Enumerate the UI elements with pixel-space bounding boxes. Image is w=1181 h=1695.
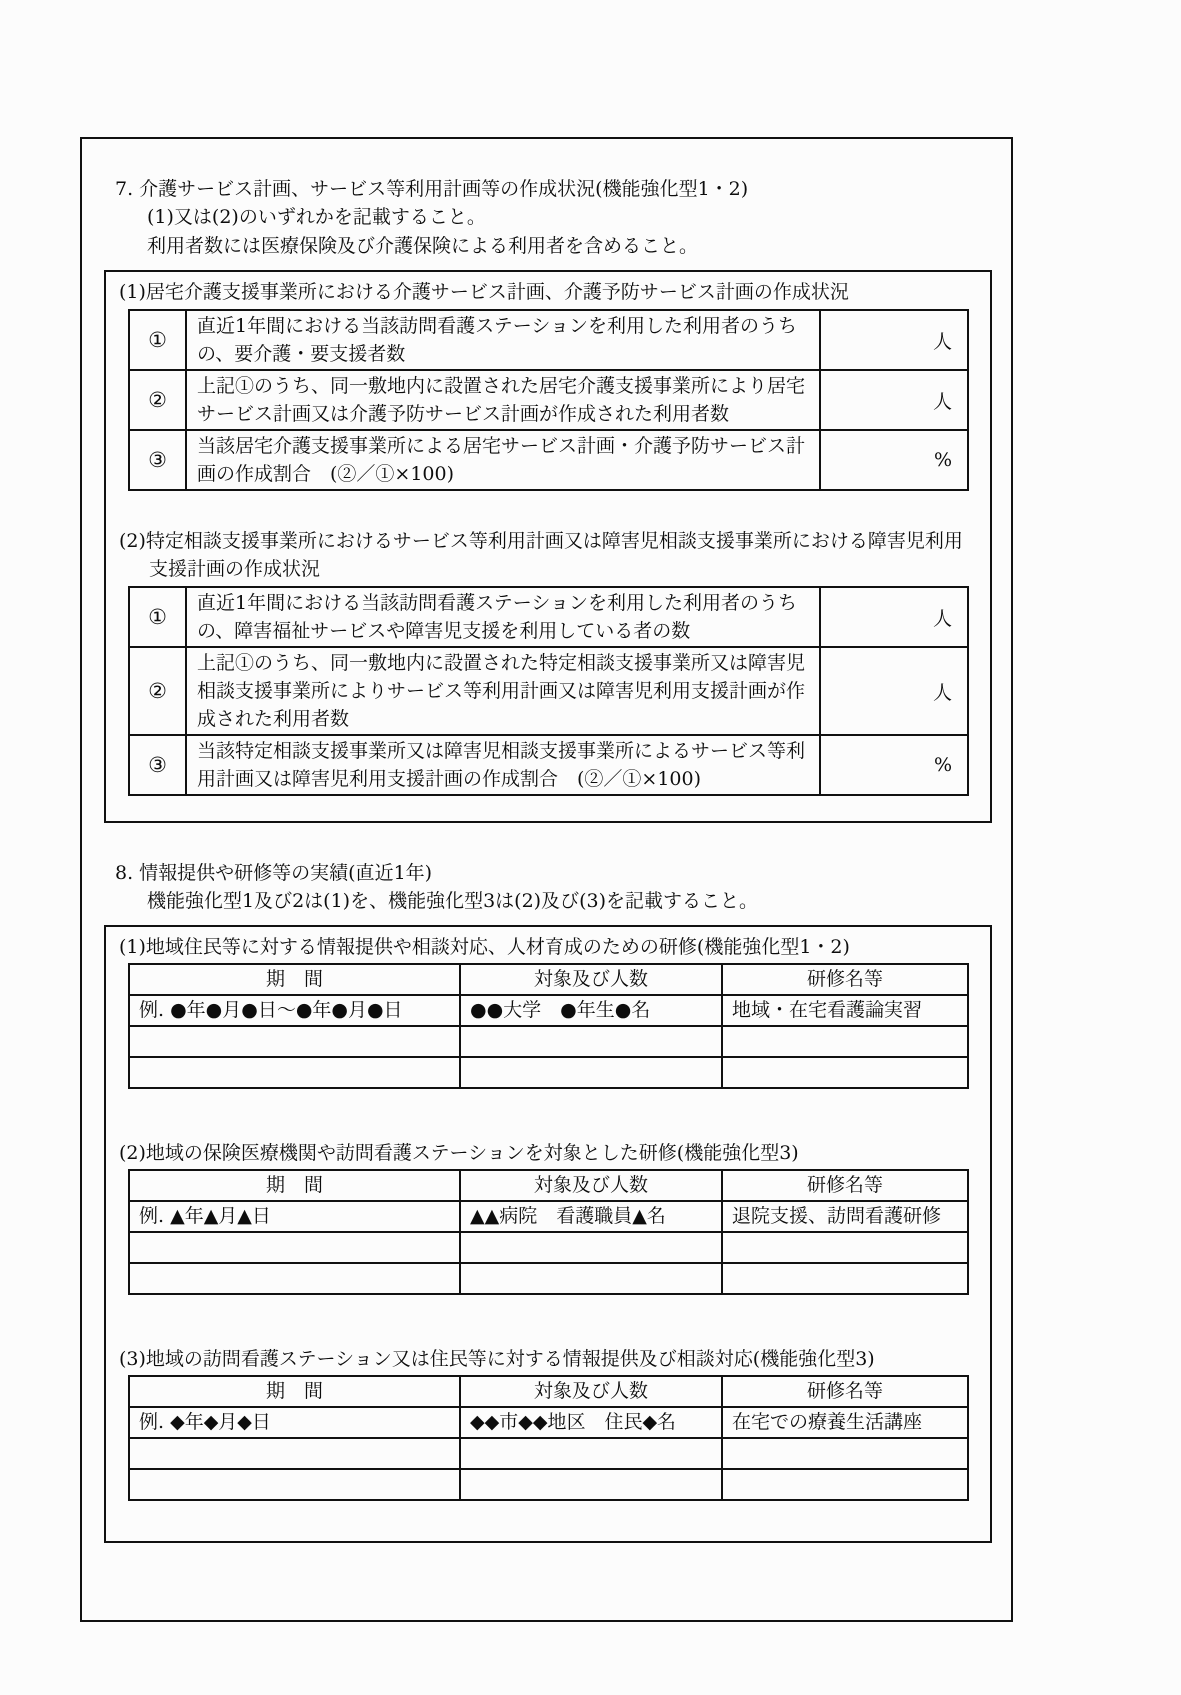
section7-sub2-heading: (2)特定相談支援事業所におけるサービス等利用計画又は障害児相談支援事業所における障害児利用支援計画の作成状況 [119, 530, 963, 580]
table-row [129, 370, 968, 430]
column-header-target: 対象及び人数 [460, 1170, 722, 1201]
example-name: 在宅での療養生活講座 [722, 1407, 968, 1438]
blank-row [129, 1057, 968, 1088]
empty-cell [460, 1263, 722, 1294]
empty-cell [722, 1057, 968, 1088]
table-row [129, 430, 968, 490]
unit-cell: 人 [820, 370, 968, 430]
column-header-target: 対象及び人数 [460, 1376, 722, 1407]
row-description: 上記①のうち、同一敷地内に設置された特定相談支援事業所又は障害児相談支援事業所によりサービス等利用計画又は障害児利用支援計画が作成された利用者数 [186, 647, 820, 735]
example-period: 例. ▲年▲月▲日 [129, 1201, 460, 1232]
row-number: ① [129, 310, 186, 370]
row-number: ② [129, 647, 186, 735]
empty-cell [460, 1026, 722, 1057]
row-description: 上記①のうち、同一敷地内に設置された居宅介護支援事業所により居宅サービス計画又は介護予防サービス計画が作成された利用者数 [186, 370, 820, 430]
blank-row [129, 1026, 968, 1057]
empty-cell [722, 1263, 968, 1294]
form-border [80, 137, 1013, 1622]
example-target: ●●大学 ●年生●名 [460, 995, 722, 1026]
blank-row [129, 1263, 968, 1294]
example-target: ◆◆市◆◆地区 住民◆名 [460, 1407, 722, 1438]
unit-cell: 人 [820, 310, 968, 370]
unit-cell: 人 [820, 587, 968, 647]
section7-sub1-heading: (1)居宅介護支援事業所における介護サービス計画、介護予防サービス計画の作成状況 [119, 281, 849, 303]
empty-cell [722, 1026, 968, 1057]
row-number: ③ [129, 735, 186, 795]
column-header-period: 期 間 [129, 1170, 460, 1201]
section7-box [104, 270, 992, 823]
row-description: 直近1年間における当該訪問看護ステーションを利用した利用者のうちの、障害福祉サービスや障害児支援を利用している者の数 [186, 587, 820, 647]
example-name: 地域・在宅看護論実習 [722, 995, 968, 1026]
table-row [129, 310, 968, 370]
training-table-1 [128, 963, 969, 1089]
column-header-period: 期 間 [129, 1376, 460, 1407]
row-description: 当該特定相談支援事業所又は障害児相談支援事業所によるサービス等利用計画又は障害児利用支援計画の作成割合 (②／①×100) [186, 735, 820, 795]
example-row [129, 995, 968, 1026]
table-row [129, 647, 968, 735]
row-description: 当該居宅介護支援事業所による居宅サービス計画・介護予防サービス計画の作成割合 (②／①×100) [186, 430, 820, 490]
unit-cell: 人 [820, 647, 968, 735]
column-header-target: 対象及び人数 [460, 964, 722, 995]
section8-sub1-heading: (1)地域住民等に対する情報提供や相談対応、人材育成のための研修(機能強化型1・2) [119, 936, 850, 958]
section7-note-1: (1)又は(2)のいずれかを記載すること。 [147, 206, 486, 228]
example-target: ▲▲病院 看護職員▲名 [460, 1201, 722, 1232]
section8-box [104, 925, 992, 1543]
header-row [129, 1170, 968, 1201]
empty-cell [129, 1469, 460, 1500]
column-header-period: 期 間 [129, 964, 460, 995]
table-row [129, 587, 968, 647]
empty-cell [129, 1232, 460, 1263]
section7-title: 7. 介護サービス計画、サービス等利用計画等の作成状況(機能強化型1・2) [115, 178, 749, 200]
blank-row [129, 1469, 968, 1500]
header-row [129, 964, 968, 995]
example-row [129, 1407, 968, 1438]
empty-cell [460, 1469, 722, 1500]
blank-row [129, 1232, 968, 1263]
empty-cell [460, 1438, 722, 1469]
empty-cell [129, 1438, 460, 1469]
support-plan-table [128, 586, 969, 796]
unit-cell: % [820, 430, 968, 490]
example-row [129, 1201, 968, 1232]
column-header-name: 研修名等 [722, 964, 968, 995]
empty-cell [460, 1232, 722, 1263]
column-header-name: 研修名等 [722, 1376, 968, 1407]
training-table-3 [128, 1375, 969, 1501]
blank-row [129, 1438, 968, 1469]
empty-cell [722, 1469, 968, 1500]
header-row [129, 1376, 968, 1407]
section7-note-2: 利用者数には医療保険及び介護保険による利用者を含めること。 [147, 235, 699, 257]
example-period: 例. ◆年◆月◆日 [129, 1407, 460, 1438]
empty-cell [460, 1057, 722, 1088]
row-description: 直近1年間における当該訪問看護ステーションを利用した利用者のうちの、要介護・要支援者数 [186, 310, 820, 370]
section8-sub2-heading: (2)地域の保険医療機関や訪問看護ステーションを対象とした研修(機能強化型3) [119, 1142, 799, 1164]
section8-sub3-heading: (3)地域の訪問看護ステーション又は住民等に対する情報提供及び相談対応(機能強化型3) [119, 1348, 875, 1370]
empty-cell [129, 1057, 460, 1088]
empty-cell [722, 1232, 968, 1263]
unit-cell: % [820, 735, 968, 795]
row-number: ① [129, 587, 186, 647]
empty-cell [129, 1026, 460, 1057]
section8-title: 8. 情報提供や研修等の実績(直近1年) [115, 862, 433, 884]
row-number: ③ [129, 430, 186, 490]
section8-note: 機能強化型1及び2は(1)を、機能強化型3は(2)及び(3)を記載すること。 [147, 890, 759, 912]
empty-cell [129, 1263, 460, 1294]
row-number: ② [129, 370, 186, 430]
column-header-name: 研修名等 [722, 1170, 968, 1201]
care-plan-table [128, 309, 969, 491]
example-period: 例. ●年●月●日～●年●月●日 [129, 995, 460, 1026]
empty-cell [722, 1438, 968, 1469]
training-table-2 [128, 1169, 969, 1295]
example-name: 退院支援、訪問看護研修 [722, 1201, 968, 1232]
table-row [129, 735, 968, 795]
